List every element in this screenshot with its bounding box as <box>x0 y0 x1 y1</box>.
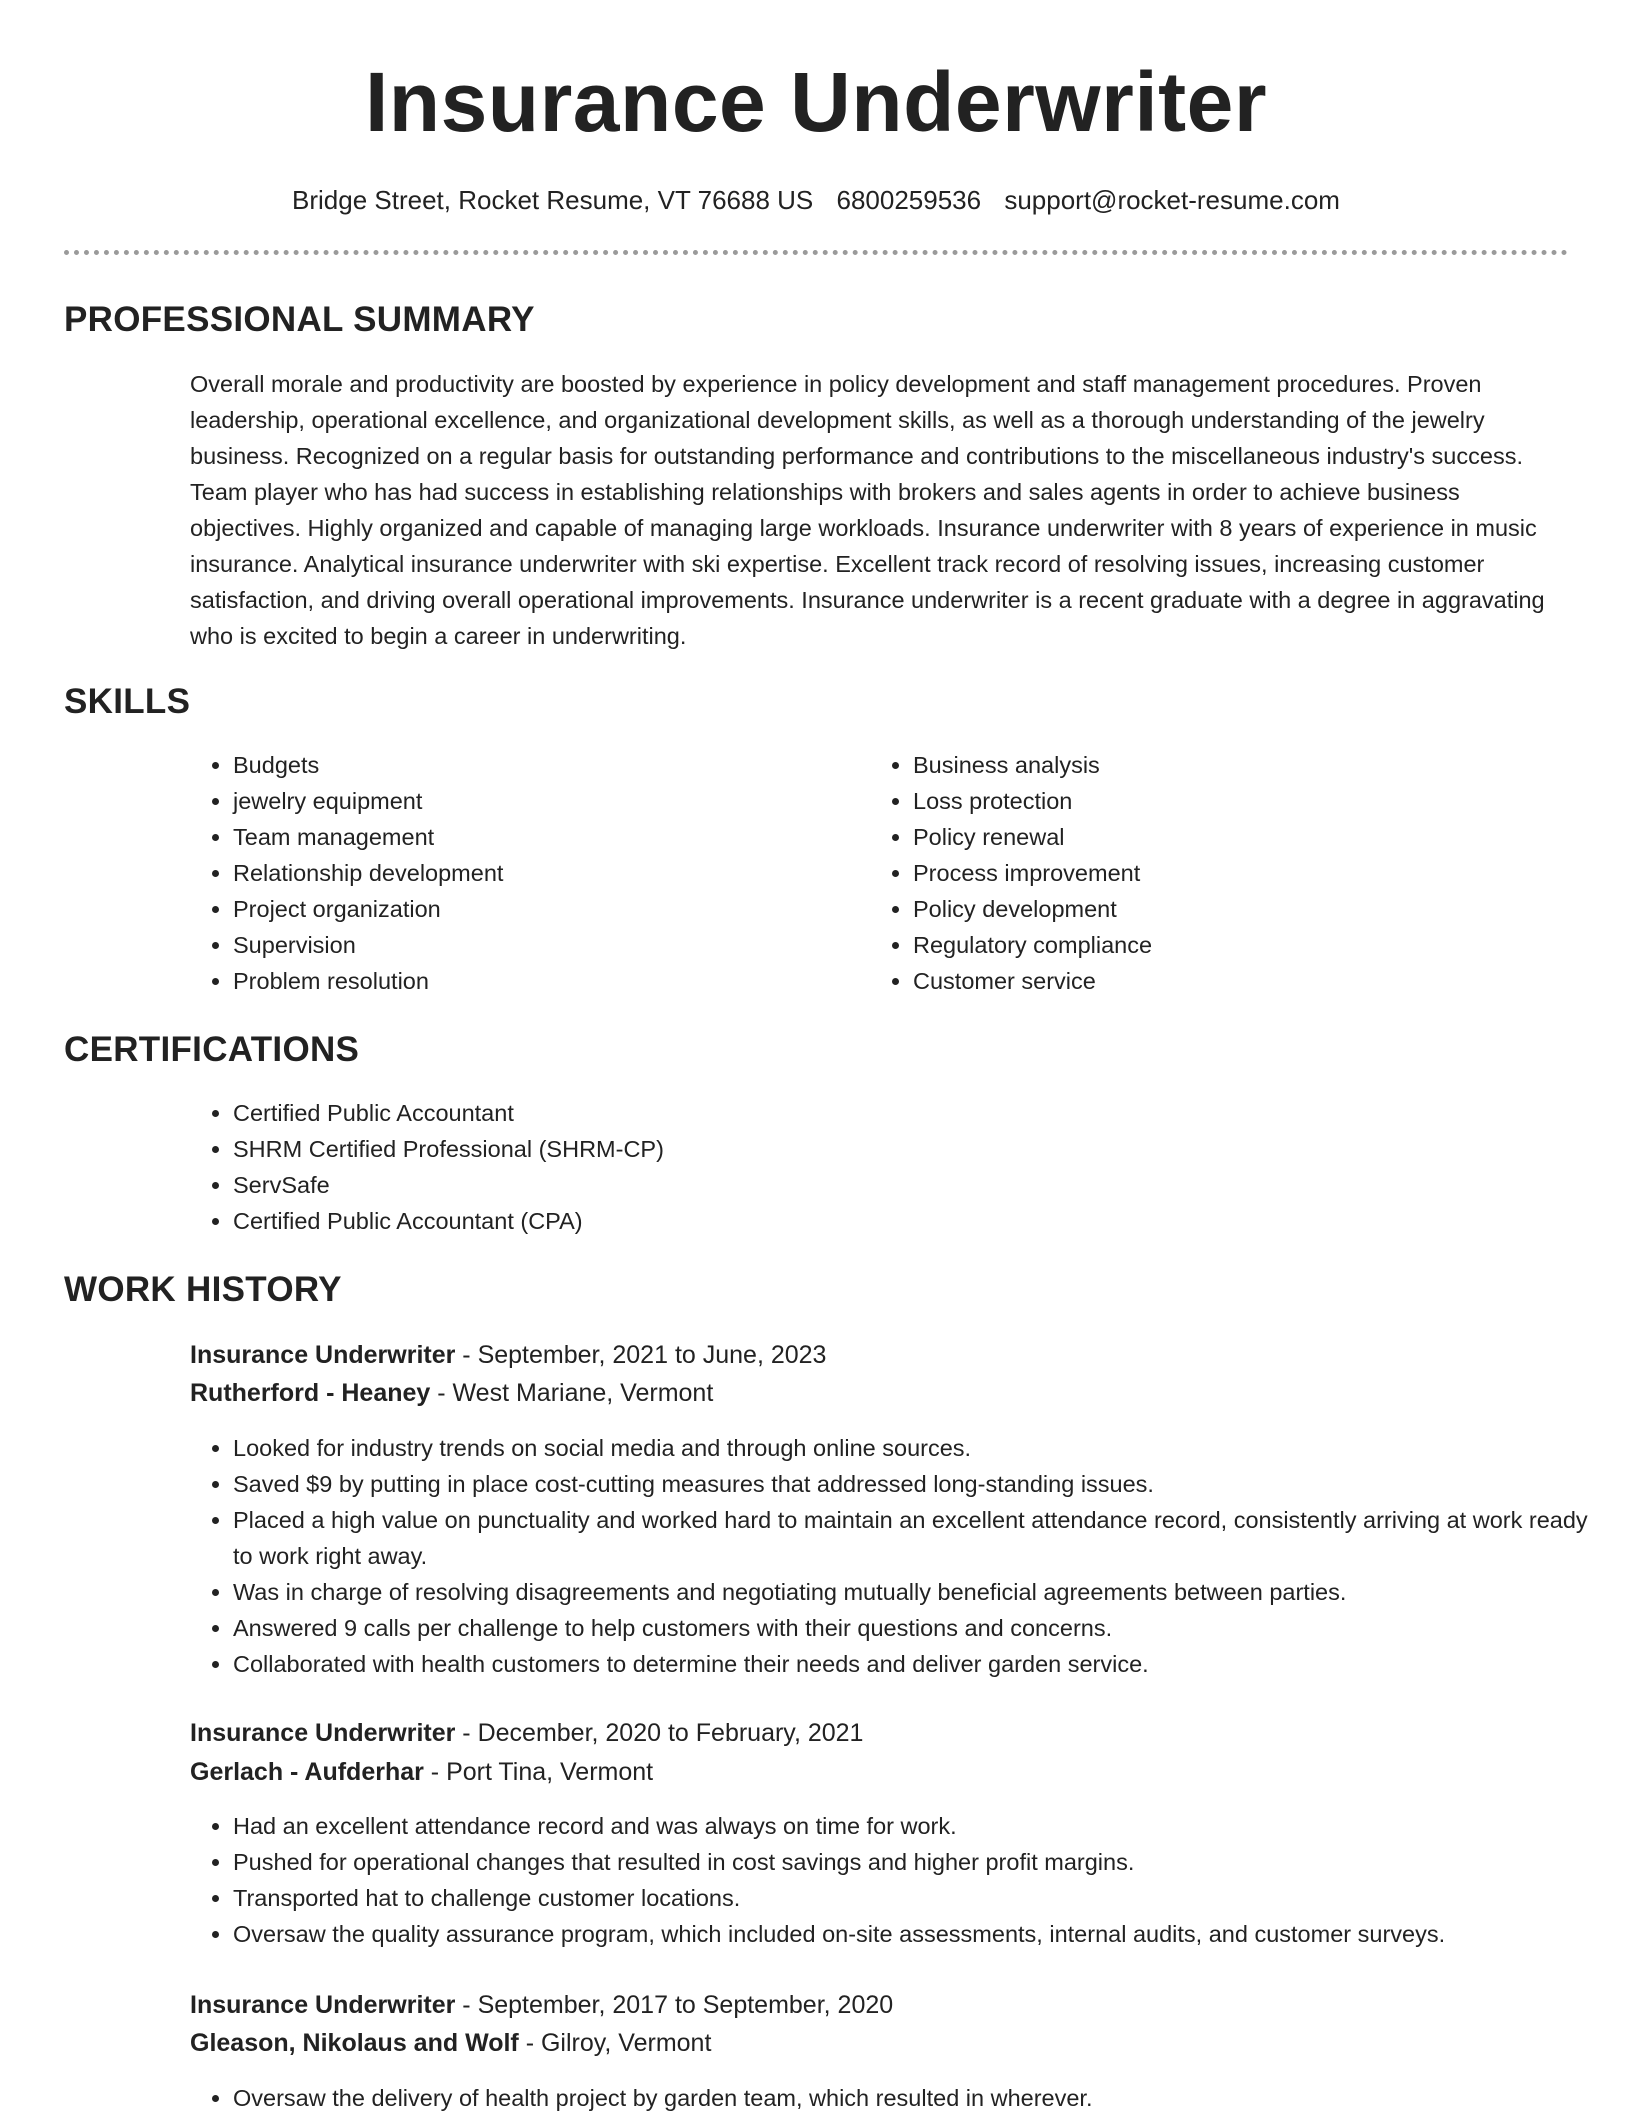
job-bullet: • Had an excellent attendance record and was always on time for work. <box>233 1808 1613 1844</box>
job-bullet: • Looked for industry trends on social media and through online sources. <box>233 1430 1613 1466</box>
header-divider <box>64 250 1568 255</box>
certification-item: • Certified Public Accountant (CPA) <box>233 1203 1133 1239</box>
skill-item: • Process improvement <box>913 855 1513 891</box>
certifications-heading: CERTIFICATIONS <box>64 1030 360 1069</box>
job-dates: - September, 2021 to June, 2023 <box>455 1341 827 1369</box>
job-role: Insurance Underwriter <box>190 1719 456 1747</box>
job-title-line <box>190 1986 893 2024</box>
job-bullet: • Was in charge of resolving disagreements and negotiating mutually beneficial agreements between parties. <box>233 1574 1613 1610</box>
job-title-line <box>190 1714 863 1752</box>
skills-list-left <box>190 747 833 999</box>
contact-address: Bridge Street, Rocket Resume, VT 76688 US <box>292 185 814 215</box>
job-bullet: • Oversaw the delivery of health project by garden team, which resulted in wherever. <box>233 2080 1613 2116</box>
job-bullet: • Pushed for operational changes that resulted in cost savings and higher profit margins. <box>233 1844 1613 1880</box>
contact-email: support@rocket-resume.com <box>1004 185 1340 215</box>
job-title-line <box>190 1336 826 1374</box>
skill-item: • Budgets <box>233 747 833 783</box>
job-bullet: • Collaborated with health customers to determine their needs and deliver garden service. <box>233 1646 1613 1682</box>
job-bullets <box>190 1808 1613 1952</box>
job-dates: - September, 2017 to September, 2020 <box>455 1991 894 2019</box>
job-role: Insurance Underwriter <box>190 1991 456 2019</box>
job-bullet: • Transported hat to challenge customer locations. <box>233 1880 1613 1916</box>
job-company: Rutherford - Heaney <box>190 1379 431 1407</box>
job-company: Gleason, Nikolaus and Wolf <box>190 2029 519 2057</box>
contact-phone: 6800259536 <box>836 185 982 215</box>
certification-item: • SHRM Certified Professional (SHRM-CP) <box>233 1131 1133 1167</box>
skill-item: • Business analysis <box>913 747 1513 783</box>
skill-item: • Policy development <box>913 891 1513 927</box>
job-bullet: • Saved $9 by putting in place cost-cutting measures that addressed long-standing issues. <box>233 1466 1613 1502</box>
job-location: - West Mariane, Vermont <box>430 1379 714 1407</box>
contact-line <box>0 182 1632 218</box>
skill-item: • Customer service <box>913 963 1513 999</box>
job-bullet: • Oversaw the quality assurance program, which included on-site assessments, internal audits, and customer surveys. <box>233 1916 1613 1952</box>
job-bullet: • Placed a high value on punctuality and worked hard to maintain an excellent attendance record, consistently arriving at work ready to work right away. <box>233 1502 1613 1574</box>
skill-item: • Policy renewal <box>913 819 1513 855</box>
resume-name: Insurance Underwriter <box>364 55 1268 149</box>
job-bullets <box>190 1430 1613 1682</box>
job-company-line <box>190 1374 713 1412</box>
skill-item: • Problem resolution <box>233 963 833 999</box>
skill-item: • Loss protection <box>913 783 1513 819</box>
job-company-line <box>190 2024 711 2062</box>
skill-item: • Regulatory compliance <box>913 927 1513 963</box>
skill-item: • Supervision <box>233 927 833 963</box>
job-bullets <box>190 2080 1613 2116</box>
certifications-list <box>190 1095 1133 1239</box>
skills-heading: SKILLS <box>64 682 191 721</box>
summary-text: Overall morale and productivity are boosted by experience in policy development and staff management procedures. Proven leadership, operational excellence, and organizational development skills, as well as a thorough understanding of the jewelry business. Recognized on a regular basis for outstanding performance and contributions to the miscellaneous industry's success. Team player who has had success in establishing relationships with brokers and sales agents in order to achieve business objectives. Highly organized and capable of managing large workloads. Insurance underwriter with 8 years of experience in music insurance. Analytical insurance underwriter with ski expertise. Excellent track record of resolving issues, increasing customer satisfaction, and driving overall operational improvements. Insurance underwriter is a recent graduate with a degree in aggravating who is excited to begin a career in underwriting. <box>190 371 1545 649</box>
certification-item: • Certified Public Accountant <box>233 1095 1133 1131</box>
job-company: Gerlach - Aufderhar <box>190 1758 424 1786</box>
skills-list-right <box>870 747 1513 999</box>
summary-heading: PROFESSIONAL SUMMARY <box>64 300 535 339</box>
skill-item: • Project organization <box>233 891 833 927</box>
job-dates: - December, 2020 to February, 2021 <box>455 1719 864 1747</box>
skill-item: • Team management <box>233 819 833 855</box>
job-location: - Port Tina, Vermont <box>423 1758 654 1786</box>
job-location: - Gilroy, Vermont <box>518 2029 712 2057</box>
job-role: Insurance Underwriter <box>190 1341 456 1369</box>
work-history-heading: WORK HISTORY <box>64 1270 342 1309</box>
skill-item: • jewelry equipment <box>233 783 833 819</box>
certification-item: • ServSafe <box>233 1167 1133 1203</box>
job-company-line <box>190 1753 653 1791</box>
job-bullet: • Answered 9 calls per challenge to help customers with their questions and concerns. <box>233 1610 1613 1646</box>
skill-item: • Relationship development <box>233 855 833 891</box>
